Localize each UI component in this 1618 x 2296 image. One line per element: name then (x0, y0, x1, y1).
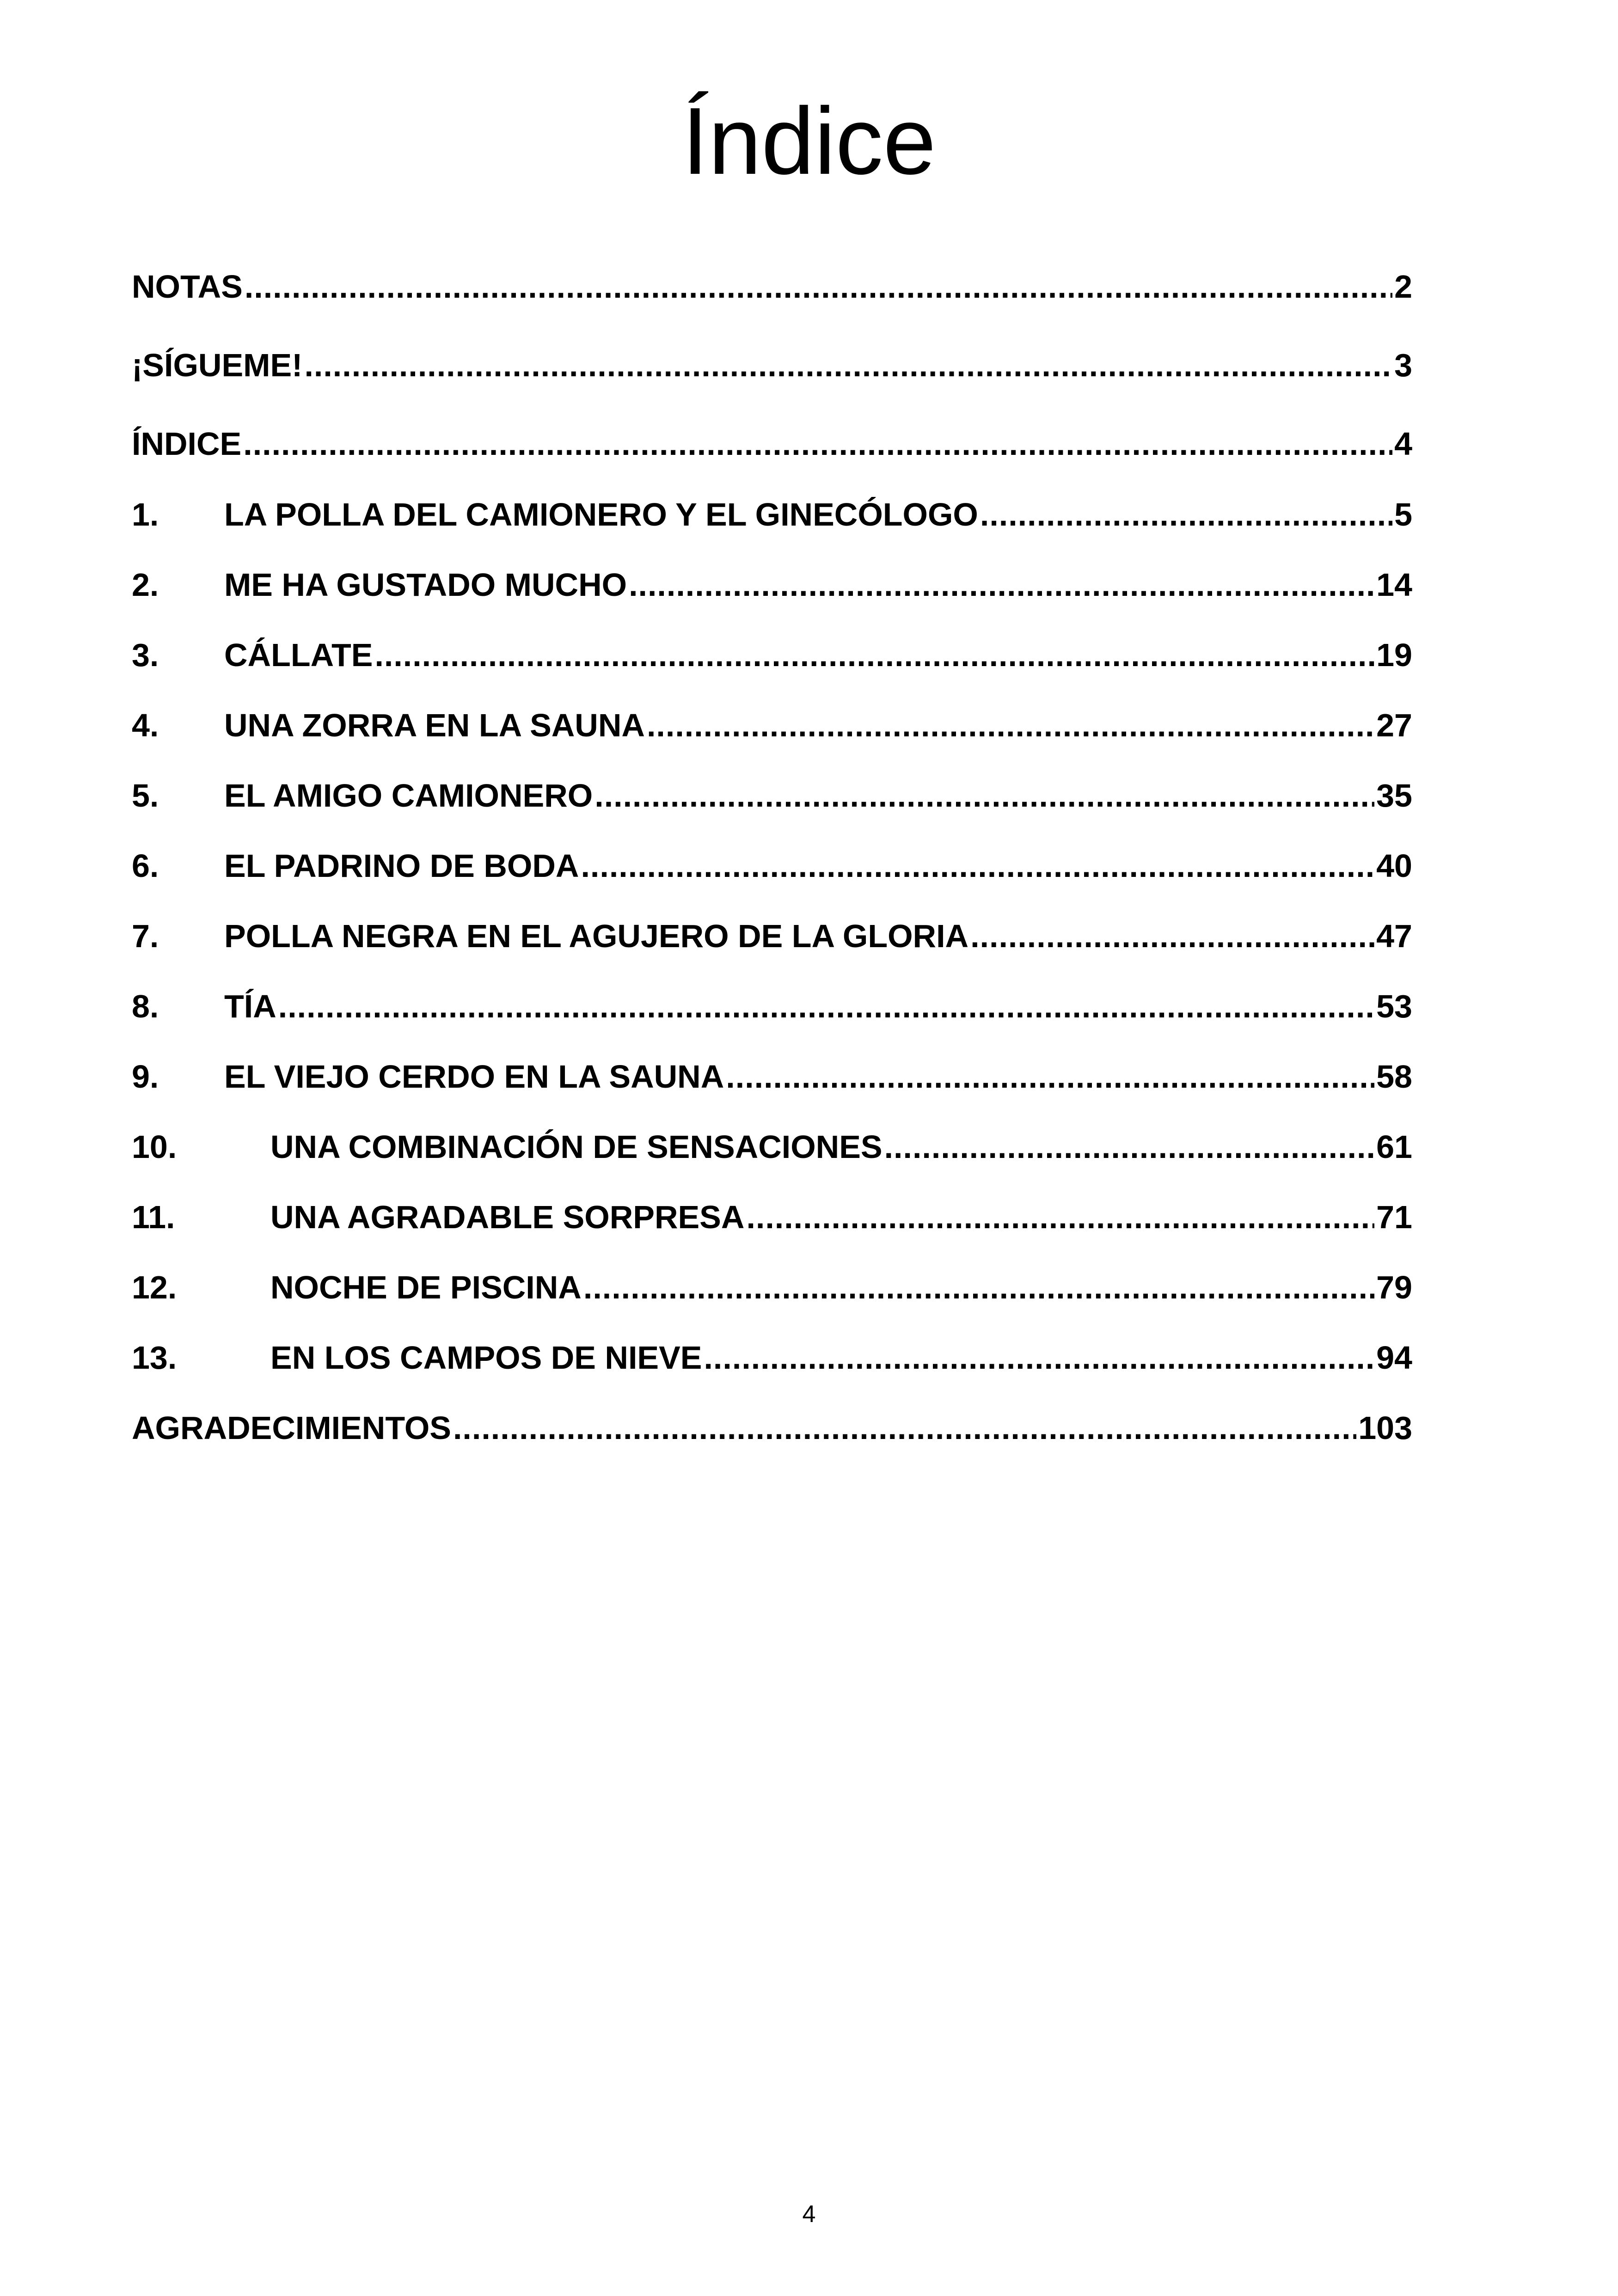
toc-entry-label: LA POLLA DEL CAMIONERO Y EL GINECÓLOGO (224, 496, 978, 533)
toc-entry-page: 4 (1394, 426, 1412, 462)
toc-entry-number: 12. (132, 1269, 177, 1305)
toc-dot-leader (245, 263, 1392, 310)
toc-dot-leader (704, 1335, 1374, 1381)
toc-entry-number: 3. (132, 637, 159, 673)
toc-dot-leader (746, 1194, 1374, 1240)
toc-entry-page: 94 (1376, 1340, 1412, 1376)
toc-dot-leader (726, 1053, 1374, 1100)
toc-dot-leader (583, 1264, 1374, 1310)
toc-entry[interactable] (132, 562, 1412, 608)
toc-entry-label: ÍNDICE (132, 426, 242, 462)
toc-entry-label: CÁLLATE (224, 637, 373, 673)
toc-entry-page: 47 (1376, 918, 1412, 954)
toc-entry-page: 19 (1376, 637, 1412, 673)
toc-entry-label: EN LOS CAMPOS DE NIEVE (270, 1340, 702, 1376)
toc-entry[interactable] (132, 983, 1412, 1029)
toc-entry-label: EL AMIGO CAMIONERO (224, 778, 593, 814)
toc-entry[interactable] (132, 342, 1412, 388)
toc-entry-label: POLLA NEGRA EN EL AGUJERO DE LA GLORIA (224, 918, 969, 954)
toc-entry-label: EL VIEJO CERDO EN LA SAUNA (224, 1059, 724, 1095)
toc-entry-label: NOTAS (132, 269, 243, 305)
toc-entry[interactable] (132, 772, 1412, 819)
toc-entry[interactable] (132, 491, 1412, 538)
toc-entry[interactable] (132, 702, 1412, 748)
toc-entry-page: 27 (1376, 707, 1412, 743)
toc-dot-leader (453, 1405, 1356, 1451)
toc-dot-leader (647, 702, 1374, 748)
toc-entry[interactable] (132, 843, 1412, 889)
toc-entry-page: 2 (1394, 269, 1412, 305)
toc-entry[interactable] (132, 263, 1412, 310)
toc-entry-label: ¡SÍGUEME! (132, 347, 303, 383)
toc-entry-page: 40 (1376, 848, 1412, 884)
toc-dot-leader (980, 491, 1392, 538)
toc-entry-number: 5. (132, 778, 159, 814)
toc-entry[interactable] (132, 1335, 1412, 1381)
toc-entry-number: 10. (132, 1129, 177, 1165)
toc-entry-label: UNA ZORRA EN LA SAUNA (224, 707, 645, 743)
toc-dot-leader (970, 913, 1374, 959)
toc-entry-page: 14 (1376, 567, 1412, 603)
toc-dot-leader (884, 1124, 1375, 1170)
toc-dot-leader (581, 843, 1374, 889)
toc-entry-number: 8. (132, 988, 159, 1024)
toc-entry[interactable] (132, 913, 1412, 959)
toc-entry-page: 35 (1376, 778, 1412, 814)
toc-entry-page: 5 (1394, 496, 1412, 533)
toc-entry-number: 7. (132, 918, 159, 954)
toc-entry-number: 6. (132, 848, 159, 884)
toc-entry[interactable] (132, 632, 1412, 678)
toc-entry[interactable] (132, 1405, 1412, 1451)
toc-entry-label: TÍA (224, 988, 276, 1024)
toc-entry-page: 3 (1394, 347, 1412, 383)
toc-dot-leader (594, 772, 1374, 819)
toc-entry-number: 13. (132, 1340, 177, 1376)
toc-entry-page: 58 (1376, 1059, 1412, 1095)
page-title: Índice (682, 88, 936, 194)
toc-entry-page: 79 (1376, 1269, 1412, 1305)
toc-entry[interactable] (132, 1264, 1412, 1310)
toc-entry-number: 4. (132, 707, 159, 743)
toc-entry-number: 11. (132, 1199, 175, 1235)
toc-entry-label: EL PADRINO DE BODA (224, 848, 579, 884)
toc-entry[interactable] (132, 1053, 1412, 1100)
toc-entry-number: 2. (132, 567, 159, 603)
toc-entry-label: NOCHE DE PISCINA (270, 1269, 582, 1305)
toc-dot-leader (374, 632, 1374, 678)
toc-entry-page: 103 (1358, 1410, 1412, 1446)
toc-entry-page: 71 (1376, 1199, 1412, 1235)
toc-entry-page: 53 (1376, 988, 1412, 1024)
toc-entry[interactable] (132, 421, 1412, 467)
toc-entry-number: 1. (132, 496, 159, 533)
toc-entry-page: 61 (1376, 1129, 1412, 1165)
toc-dot-leader (629, 562, 1374, 608)
toc-entry[interactable] (132, 1124, 1412, 1170)
toc-entry-label: AGRADECIMIENTOS (132, 1410, 451, 1446)
toc-entry-number: 9. (132, 1059, 159, 1095)
toc-dot-leader (304, 342, 1392, 388)
toc-entry-label: ME HA GUSTADO MUCHO (224, 567, 627, 603)
toc-dot-leader (278, 983, 1374, 1029)
toc-entry-label: UNA AGRADABLE SORPRESA (270, 1199, 745, 1235)
toc-dot-leader (243, 421, 1392, 467)
toc-entry[interactable] (132, 1194, 1412, 1240)
page-number: 4 (802, 2201, 816, 2228)
toc-entry-label: UNA COMBINACIÓN DE SENSACIONES (270, 1129, 883, 1165)
